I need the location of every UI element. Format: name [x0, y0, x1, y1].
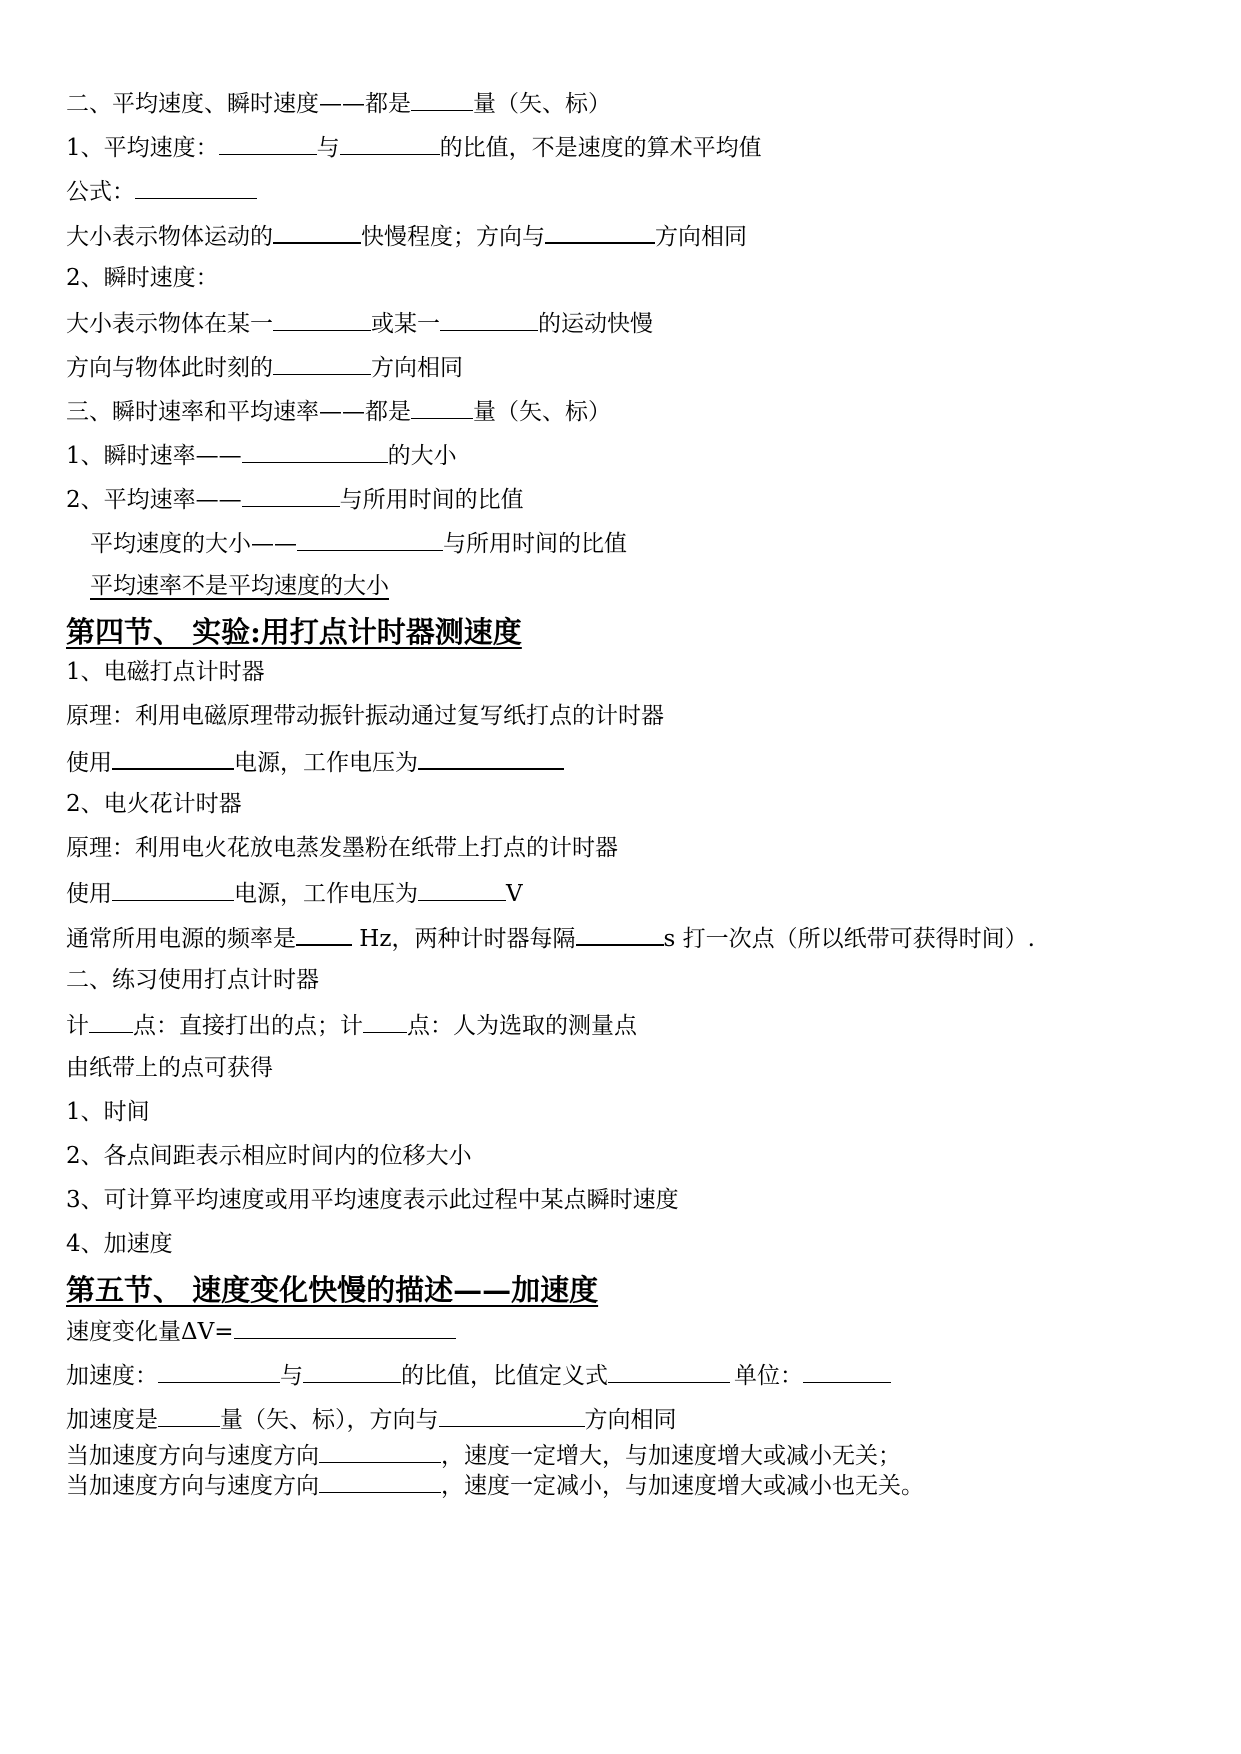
blank-formula[interactable]	[135, 176, 257, 199]
blank-inst-2[interactable]	[440, 308, 538, 331]
acceleration-def-text-c: 的比值，比值定义式	[401, 1363, 608, 1389]
em-use-text-a: 使用	[66, 750, 112, 776]
blank-inst-rate[interactable]	[242, 440, 388, 463]
inst-direction-text-b: 方向相同	[371, 355, 463, 381]
blank-avg-velocity-size[interactable]	[297, 528, 443, 551]
blank-spark-source[interactable]	[112, 878, 234, 901]
avg-size-text-b: 快慢程度；方向与	[361, 224, 545, 250]
acceleration-unit-label: 单位：	[734, 1363, 803, 1389]
list-item-displacement: 2、各点间距表示相应时间内的位移大小	[66, 1143, 472, 1169]
practice-label: 二、练习使用打点计时器	[66, 967, 319, 993]
em-principle-text: 原理：利用电磁原理带动振针振动通过复写纸打点的计时器	[66, 703, 664, 729]
spark-principle-text: 原理：利用电火花放电蒸发墨粉在纸带上打点的计时器	[66, 835, 618, 861]
sec3-title	[66, 396, 611, 426]
practice-title	[66, 966, 319, 994]
same-direction-line	[66, 1440, 901, 1470]
avg-rate-line	[66, 484, 524, 514]
inst-direction-line	[66, 352, 463, 382]
list-item-time: 1、时间	[66, 1099, 150, 1125]
spark-timer-title	[66, 790, 242, 818]
blank-avg-2[interactable]	[340, 132, 440, 155]
avg-size-text-a: 大小表示物体运动的	[66, 224, 273, 250]
inst-velocity-title	[66, 264, 219, 292]
em-use-text-b: 电源，工作电压为	[234, 750, 418, 776]
blank-size-2[interactable]	[545, 220, 655, 244]
frequency-text-a: 通常所用电源的频率是	[66, 926, 296, 952]
rate-note-line	[90, 572, 389, 600]
blank-acc-unit[interactable]	[803, 1360, 891, 1383]
em-principle-line	[66, 702, 664, 730]
avg-velocity-size-text-b: 与所用时间的比值	[443, 531, 627, 557]
frequency-text-c: s 打一次点（所以纸带可获得时间）.	[663, 926, 1035, 952]
frequency-line	[66, 922, 1035, 953]
dv-line	[66, 1316, 456, 1346]
acceleration-type-text-b: 量（矢、标），方向与	[220, 1407, 439, 1433]
inst-size-text-a: 大小表示物体在某一	[66, 311, 273, 337]
avg-velocity-size-line	[90, 528, 627, 558]
spark-use-line	[66, 878, 523, 908]
acceleration-def-line	[66, 1360, 891, 1390]
spark-use-unit: V	[506, 881, 523, 907]
acceleration-type-text-a: 加速度是	[66, 1407, 158, 1433]
blank-point-type-2[interactable]	[363, 1010, 407, 1033]
obtain-line	[66, 1054, 273, 1082]
avg-velocity-and: 与	[316, 135, 340, 161]
blank-em-source[interactable]	[112, 746, 234, 770]
blank-interval[interactable]	[576, 922, 664, 946]
inst-rate-text-b: 的大小	[387, 443, 457, 469]
sec3-title-text: 三、瞬时速率和平均速率——都是	[66, 399, 411, 425]
blank-point-type-1[interactable]	[89, 1010, 133, 1033]
blank-inst-dir[interactable]	[273, 352, 371, 375]
spark-timer-label: 2、电火花计时器	[66, 791, 242, 817]
sec2-title-text: 二、平均速度、瞬时速度——都是	[66, 91, 411, 117]
blank-avg-1[interactable]	[219, 132, 317, 155]
list-item	[66, 1142, 472, 1170]
blank-acc-1[interactable]	[158, 1360, 280, 1383]
avg-velocity-line	[66, 132, 762, 162]
acceleration-type-text-c: 方向相同	[584, 1407, 677, 1433]
formula-line	[66, 176, 257, 206]
blank-size-1[interactable]	[273, 220, 361, 244]
avg-size-line	[66, 220, 747, 251]
blank-vector-scalar[interactable]	[411, 88, 473, 111]
blank-acc-2[interactable]	[303, 1360, 401, 1383]
blank-acc-vector-scalar[interactable]	[158, 1404, 220, 1427]
spark-use-text-b: 电源，工作电压为	[234, 881, 418, 907]
blank-same-direction[interactable]	[319, 1440, 441, 1463]
inst-direction-text-a: 方向与物体此时刻的	[66, 355, 273, 381]
rate-note: 平均速率不是平均速度的大小	[90, 573, 389, 599]
list-item	[66, 1186, 679, 1214]
sec3-title-tail: 量（矢、标）	[473, 399, 611, 425]
blank-acc-direction[interactable]	[439, 1404, 585, 1427]
acceleration-def-text-b: 与	[280, 1363, 303, 1389]
blank-em-voltage[interactable]	[418, 746, 564, 770]
blank-avg-rate[interactable]	[242, 484, 340, 507]
em-timer-label: 1、电磁打点计时器	[66, 659, 265, 685]
inst-rate-line	[66, 440, 457, 470]
inst-size-line	[66, 308, 653, 338]
list-item-velocity: 3、可计算平均速度或用平均速度表示此过程中某点瞬时速度	[66, 1187, 679, 1213]
avg-size-text-c: 方向相同	[655, 224, 747, 250]
dv-label: 速度变化量ΔV=	[66, 1319, 234, 1345]
formula-label: 公式：	[66, 179, 135, 205]
blank-frequency[interactable]	[296, 922, 352, 946]
list-item	[66, 1098, 150, 1126]
blank-inst-1[interactable]	[273, 308, 371, 331]
points-text-c: 点：人为选取的测量点	[407, 1013, 637, 1039]
frequency-text-b: Hz，两种计时器每隔	[352, 926, 576, 952]
blank-spark-voltage[interactable]	[418, 878, 506, 901]
sec5-heading: 第五节、 速度变化快慢的描述——加速度	[66, 1273, 599, 1307]
blank-vector-scalar-2[interactable]	[411, 396, 473, 419]
avg-velocity-label: 1、平均速度：	[66, 135, 219, 161]
em-timer-title	[66, 658, 265, 686]
obtain-text: 由纸带上的点可获得	[66, 1055, 273, 1081]
acceleration-type-line	[66, 1404, 677, 1434]
list-item-acceleration: 4、加速度	[66, 1231, 173, 1257]
avg-rate-text-a: 2、平均速率——	[66, 487, 242, 513]
opposite-direction-text-b: ，速度一定减小，与加速度增大或减小也无关。	[441, 1473, 924, 1499]
spark-use-text-a: 使用	[66, 881, 112, 907]
points-text-a: 计	[66, 1013, 89, 1039]
list-item	[66, 1230, 173, 1258]
inst-velocity-label: 2、瞬时速度：	[66, 265, 219, 291]
points-text-b: 点：直接打出的点；计	[133, 1013, 363, 1039]
same-direction-text-a: 当加速度方向与速度方向	[66, 1443, 319, 1469]
opposite-direction-text-a: 当加速度方向与速度方向	[66, 1473, 319, 1499]
inst-size-text-c: 的运动快慢	[538, 311, 653, 337]
inst-size-text-b: 或某一	[371, 311, 440, 337]
avg-velocity-size-text-a: 平均速度的大小——	[90, 531, 297, 557]
opposite-direction-line	[66, 1470, 924, 1500]
blank-opposite-direction[interactable]	[319, 1470, 441, 1493]
sec2-title-tail: 量（矢、标）	[473, 91, 611, 117]
sec2-title	[66, 88, 611, 118]
sec4-heading: 第四节、 实验:用打点计时器测速度	[66, 615, 522, 649]
blank-acc-formula[interactable]	[608, 1360, 730, 1383]
em-use-line	[66, 746, 564, 777]
acceleration-def-text-a: 加速度：	[66, 1363, 158, 1389]
avg-rate-text-b: 与所用时间的比值	[339, 487, 524, 513]
inst-rate-text-a: 1、瞬时速率——	[66, 443, 242, 469]
same-direction-text-b: ，速度一定增大，与加速度增大或减小无关；	[441, 1443, 901, 1469]
avg-velocity-tail: 的比值，不是速度的算术平均值	[439, 135, 762, 161]
blank-dv[interactable]	[234, 1316, 456, 1339]
spark-principle-line	[66, 834, 618, 862]
points-line	[66, 1010, 637, 1040]
